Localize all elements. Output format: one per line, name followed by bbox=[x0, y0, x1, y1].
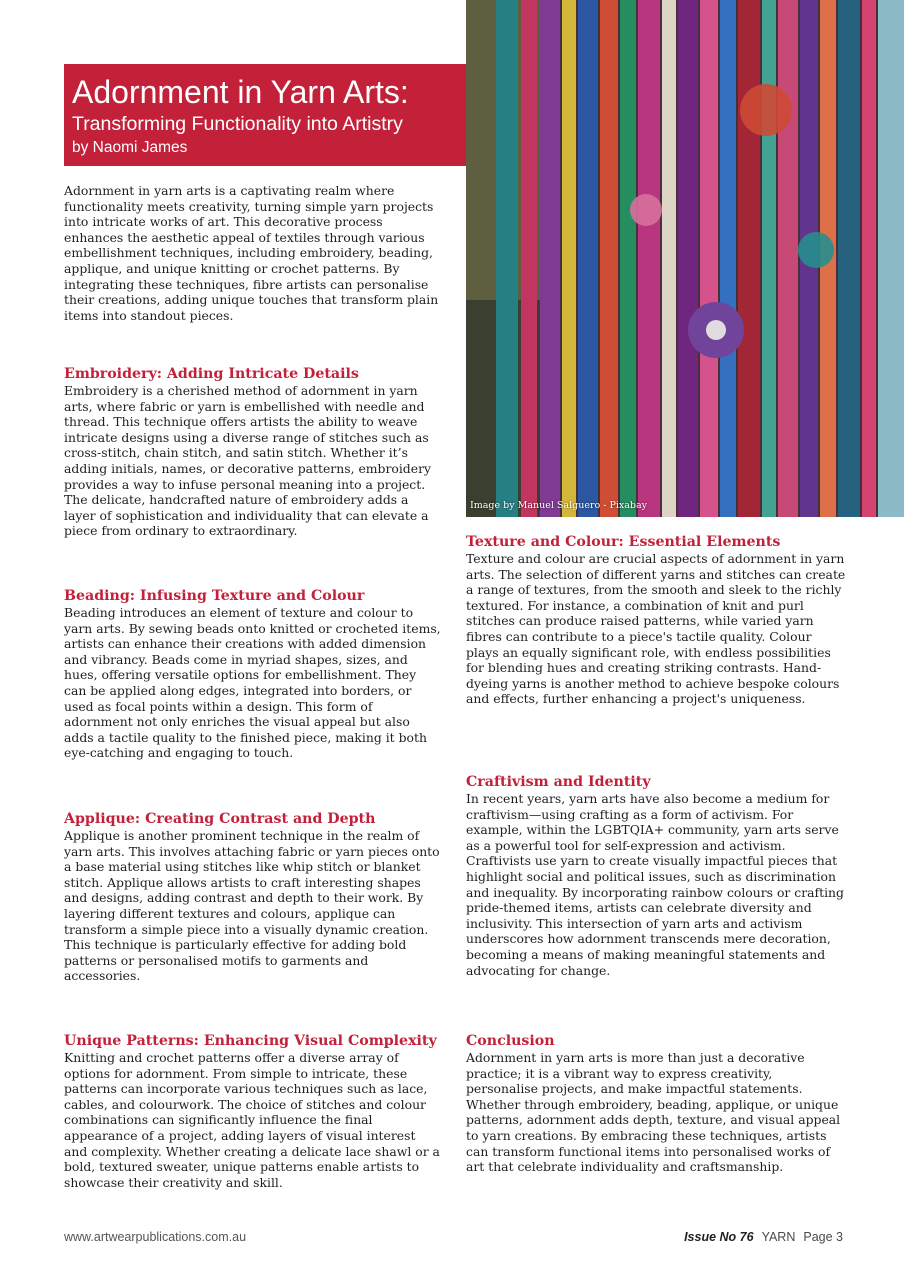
yarn-art-photo bbox=[466, 0, 904, 517]
footer-issue: Issue No 76 bbox=[684, 1230, 754, 1244]
section-body: Embroidery is a cherished method of adornment in yarn arts, where fabric or yarn is embellished with needle and thread. This technique offers artists the ability to weave intricate designs using a diverse range of stitches such as cross-stitch, chain stitch, and satin stitch. Whether it’s adding initials, names, or decorative patterns, embroidery provides a way to infuse personal meaning into a project. The delicate, handcrafted nature of embroidery adds a layer of sophistication and individuality that can elevate a piece from ordinary to extraordinary. bbox=[64, 383, 431, 539]
footer-page-number: Page 3 bbox=[803, 1230, 843, 1244]
section-body: Applique is another prominent technique in the realm of yarn arts. This involves attaching fabric or yarn pieces onto a base material using stitches like whip stitch or blanket stitch. Applique allows artists to craft interesting shapes and designs, adding contrast and depth to their work. By layering different textures and colours, applique can transform a simple piece into a visually dynamic creation. This technique is particularly effective for adding bold patterns or personalised motifs to garments and accessories. bbox=[64, 828, 440, 984]
section-beading bbox=[64, 587, 442, 761]
section-body: In recent years, yarn arts have also become a medium for craftivism—using crafting as a form of activism. For example, within the LGBTQIA+ community, yarn arts serve as a powerful tool for self-expression and activism. Craftivists use yarn to create visually impactful pieces that highlight social and political issues, such as discrimination and inequality. By incorporating rainbow colours or crafting pride-themed items, artists can celebrate diversity and inclusivity. This intersection of yarn arts and activism underscores how adornment transcends mere decoration, becoming a means of making meaningful statements and advocating for change. bbox=[466, 791, 844, 978]
article-subtitle: Transforming Functionality into Artistry bbox=[72, 113, 403, 135]
article-author: by Naomi James bbox=[72, 139, 188, 156]
section-conclusion bbox=[466, 1032, 846, 1175]
article-title: Adornment in Yarn Arts: bbox=[72, 74, 409, 110]
section-body: Texture and colour are crucial aspects of adornment in yarn arts. The selection of different yarns and stitches can create a range of textures, from the smooth and sleek to the richly textured. For instance, a combination of knit and purl stitches can produce raised patterns, while varied yarn fibres can contribute to a piece's tactile quality. Colour plays an equally significant role, with endless possibilities for blending hues and creating striking contrasts. Hand-dyeing yarns is another method to achieve bespoke colours and effects, further enhancing a project's uniqueness. bbox=[466, 551, 846, 707]
section-heading: Craftivism and Identity bbox=[466, 774, 651, 790]
footer-url[interactable]: www.artwearpublications.com.au bbox=[64, 1230, 247, 1244]
footer-magazine: YARN bbox=[761, 1230, 796, 1244]
footer-page-info bbox=[684, 1230, 843, 1244]
section-patterns bbox=[64, 1032, 442, 1190]
yarn-art-illustration bbox=[466, 0, 904, 517]
section-heading: Conclusion bbox=[466, 1033, 555, 1049]
title-block bbox=[64, 64, 466, 166]
section-heading: Embroidery: Adding Intricate Details bbox=[64, 366, 359, 382]
section-body: Knitting and crochet patterns offer a diverse array of options for adornment. From simple to intricate, these patterns can incorporate various techniques such as lace, cables, and colourwork. The choice of stitches and colour combinations can significantly influence the final appearance of a project, adding layers of visual interest and complexity. Whether creating a delicate lace shawl or a bold, textured sweater, unique patterns enable artists to showcase their creativity and skill. bbox=[64, 1050, 440, 1190]
section-heading: Unique Patterns: Enhancing Visual Complexity bbox=[64, 1033, 437, 1049]
section-applique bbox=[64, 810, 442, 984]
section-texture bbox=[466, 533, 846, 707]
section-body: Adornment in yarn arts is more than just a decorative practice; it is a vibrant way to express creativity, personalise projects, and make impactful statements. Whether through embroidery, beading, applique, or unique patterns, adornment adds depth, texture, and visual appeal to yarn creations. By embracing these techniques, artists can transform functional items into personalised works of art that celebrate individuality and craftsmanship. bbox=[466, 1050, 841, 1175]
photo-credit: Image by Manuel Salguero - Pixabay bbox=[470, 500, 648, 511]
section-heading: Beading: Infusing Texture and Colour bbox=[64, 588, 365, 604]
section-craftivism bbox=[466, 773, 846, 978]
section-heading: Texture and Colour: Essential Elements bbox=[466, 534, 781, 550]
section-embroidery bbox=[64, 365, 442, 539]
intro-paragraph bbox=[64, 183, 442, 323]
section-body: Beading introduces an element of texture and colour to yarn arts. By sewing beads onto knitted or crocheted items, artists can enhance their creations with added dimension and vibrancy. Beads come in myriad shapes, sizes, and hues, offering versatile options for embellishment. They can be applied along edges, integrated into borders, or used as focal points within a design. This form of adornment not only enriches the visual appeal but also adds a tactile quality to the finished piece, making it both eye-catching and engaging to touch. bbox=[64, 605, 441, 761]
intro-text: Adornment in yarn arts is a captivating realm where functionality meets creativity, turning simple yarn projects into intricate works of art. This decorative process enhances the aesthetic appeal of textiles through various embellishment techniques, including embroidery, beading, applique, and unique knitting or crochet patterns. By integrating these techniques, fibre artists can personalise their creations, adding unique touches that transform plain items into standout pieces. bbox=[64, 183, 439, 323]
section-heading: Applique: Creating Contrast and Depth bbox=[64, 811, 376, 827]
